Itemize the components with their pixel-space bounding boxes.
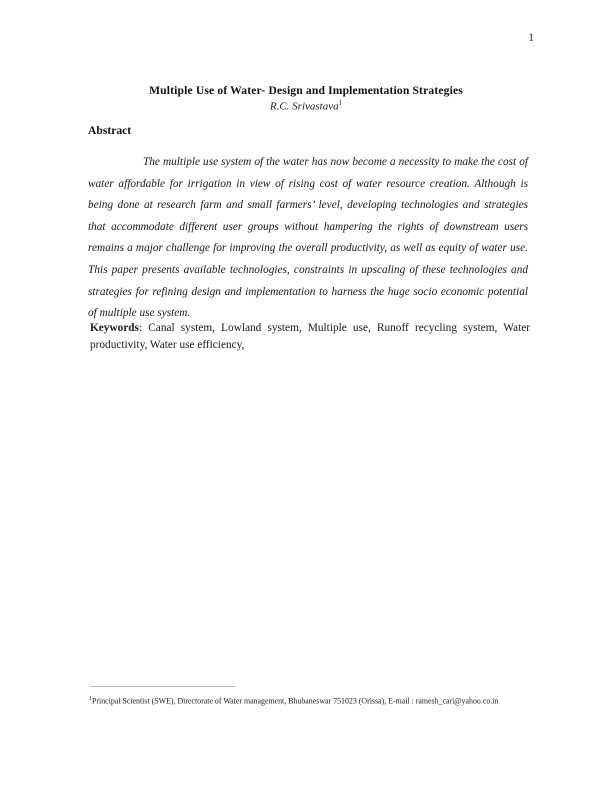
footnote-text [89,694,535,707]
footnote-separator [90,686,235,687]
author-name: R.C. Srivastava [269,101,339,114]
keywords-separator: : [138,322,149,334]
keywords-values: Canal system, Lowland system, Multiple use, Runoff recycling system, Water productivity, Water use efficiency, [90,322,530,351]
abstract-paragraph: The multiple use system of the water has now become a necessity to make the cost of water affordable for irrigation in view of rising cost of water resource creation. Although is being done at research farm and small farmers’ level, developing technologies and strategies that accommodate different user groups without hampering the rights of downstream users remains a major challenge for improving the overall productivity, as well as equity of water use. This paper presents available technologies, constraints in upscaling of these technologies and strategies for refining design and implementation to harness the huge socio economic potential of multiple use system. [88,156,528,320]
page-number: 1 [528,32,534,44]
author-footnote-marker: 1 [338,99,343,108]
keywords-label: Keywords [90,322,139,334]
keywords-line [90,320,530,354]
footnote-marker: 1 [89,696,92,702]
page-title: Multiple Use of Water- Design and Implementation Strategies [149,84,463,97]
abstract-heading: Abstract [88,124,132,137]
author-line [78,99,534,114]
title-block [78,84,534,115]
footnote-body: Principal Scientist (SWE), Directorate of Water management, Bhubaneswar 751023 (Orissa), E-mail : ramesh_cari@yahoo.co.in [92,696,499,706]
